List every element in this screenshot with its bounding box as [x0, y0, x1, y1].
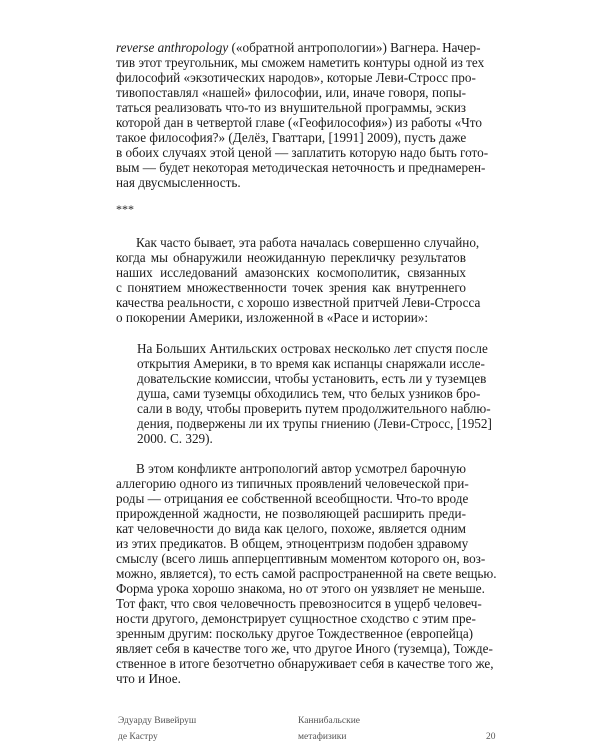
text-line: качества реальности, с хорошо известной притчей Леви-Стросса [116, 295, 481, 310]
text-line: вым — будет некоторая методическая неточность и преднамерен- [116, 160, 486, 175]
text-line: душа, сами туземцы обходились тем, что белых узников бро- [137, 386, 481, 401]
text-line: ственное в итоге безотчетно обнаруживает себя в качестве того же, [116, 656, 494, 671]
footer-title-line: метафизики [298, 732, 347, 742]
paragraph-3 [116, 461, 497, 686]
text-line: из этих предикатов. В общем, этноцентризм подобен здравому [116, 536, 469, 551]
text-line: тив этот треугольник, мы сможем наметить контуры одной из тех [116, 55, 485, 70]
text-line: кат человечности до вида как целого, похоже, является одним [116, 521, 466, 536]
text-line: зренным другим: поскольку другое Тождественное (европейца) [116, 626, 474, 641]
text-span: («обратной антропологии») Вагнера. Начер- [228, 40, 481, 55]
text-line: роды — отрицания ее собственной всеобщности. Что-то вроде [116, 491, 469, 506]
text-line: наших исследований амазонских космополитик, связанных [116, 265, 466, 280]
text-line: В этом конфликте антропологий автор усмотрел барочную [136, 461, 467, 476]
footer-book-title [298, 713, 360, 745]
text-line: аллегорию одного из типичных проявлений человеческой при- [116, 476, 469, 491]
text-line: с понятием множественности точек зрения как внутреннего [116, 280, 466, 295]
text-line: Тот факт, что своя человечность превозносится в ущерб человеч- [116, 596, 482, 611]
footer-title-line: Каннибальские [298, 716, 361, 726]
footer-author-line: Эдуарду Вивейруш [118, 716, 197, 726]
text-line: когда мы обнаружили неожиданную перекличку результатов [116, 250, 466, 265]
text-line: ности другого, демонстрирует сущностное сходство с этим пре- [116, 611, 476, 626]
text-line: можно, является), то есть самой распространенной на свете вещью. [116, 566, 497, 581]
text-line: Форма урока хорошо знакома, но от этого он уязвляет не меньше. [116, 581, 485, 596]
italic-term: reverse anthropology [116, 40, 229, 55]
text-line: тивопоставлял «нашей» философии, или, иначе говоря, попы- [116, 85, 466, 100]
text-line: такое философия?» (Делёз, Гваттари, [1991] 2009), пусть даже [116, 130, 467, 145]
footer-author-line: де Кастру [118, 732, 158, 742]
text-line: которой дан в четвертой главе («Геофилософия») из работы «Что [116, 115, 482, 130]
text-line: Как часто бывает, эта работа началась совершенно случайно, [136, 235, 480, 250]
text-line: прирожденной жадности, не позволяющей расширить преди- [116, 506, 466, 521]
text-line: дения, подвержены ли их трупы гниению (Леви-Стросс, [1952] [137, 416, 492, 431]
text-line: 2000. С. 329). [137, 431, 213, 446]
blockquote [137, 341, 492, 446]
text-line: что и Иное. [116, 671, 181, 686]
text-line: являет себя в качестве того же, что другое Иного (туземца), Тожде- [116, 641, 493, 656]
text-line [116, 40, 481, 55]
paragraph-1 [116, 40, 489, 190]
page-number: 20 [486, 732, 496, 742]
text-line: о покорении Америки, изложенной в «Расе и истории»: [116, 310, 429, 325]
text-line: довательские комиссии, чтобы установить, есть ли у туземцев [137, 371, 487, 386]
text-line: ная двусмысленность. [116, 175, 241, 190]
section-separator: *** [116, 202, 134, 216]
text-line: сали в воду, чтобы проверить путем продолжительного наблю- [137, 401, 491, 416]
text-line: На Больших Антильских островах несколько лет спустя после [137, 341, 488, 356]
text-line: философий «экзотических народов», которые Леви-Стросс про- [116, 70, 476, 85]
footer-author [118, 713, 196, 745]
text-line: таться реализовать что-то из внушительной программы, эскиз [116, 100, 466, 115]
paragraph-2 [116, 235, 481, 325]
text-line: в обоих случаях этой ценой — заплатить которую надо быть гото- [116, 145, 489, 160]
text-line: открытия Америки, в то время как испанцы снаряжали иссле- [137, 356, 485, 371]
text-line: смыслу (всего лишь апперцептивным моментом которого он, воз- [116, 551, 486, 566]
